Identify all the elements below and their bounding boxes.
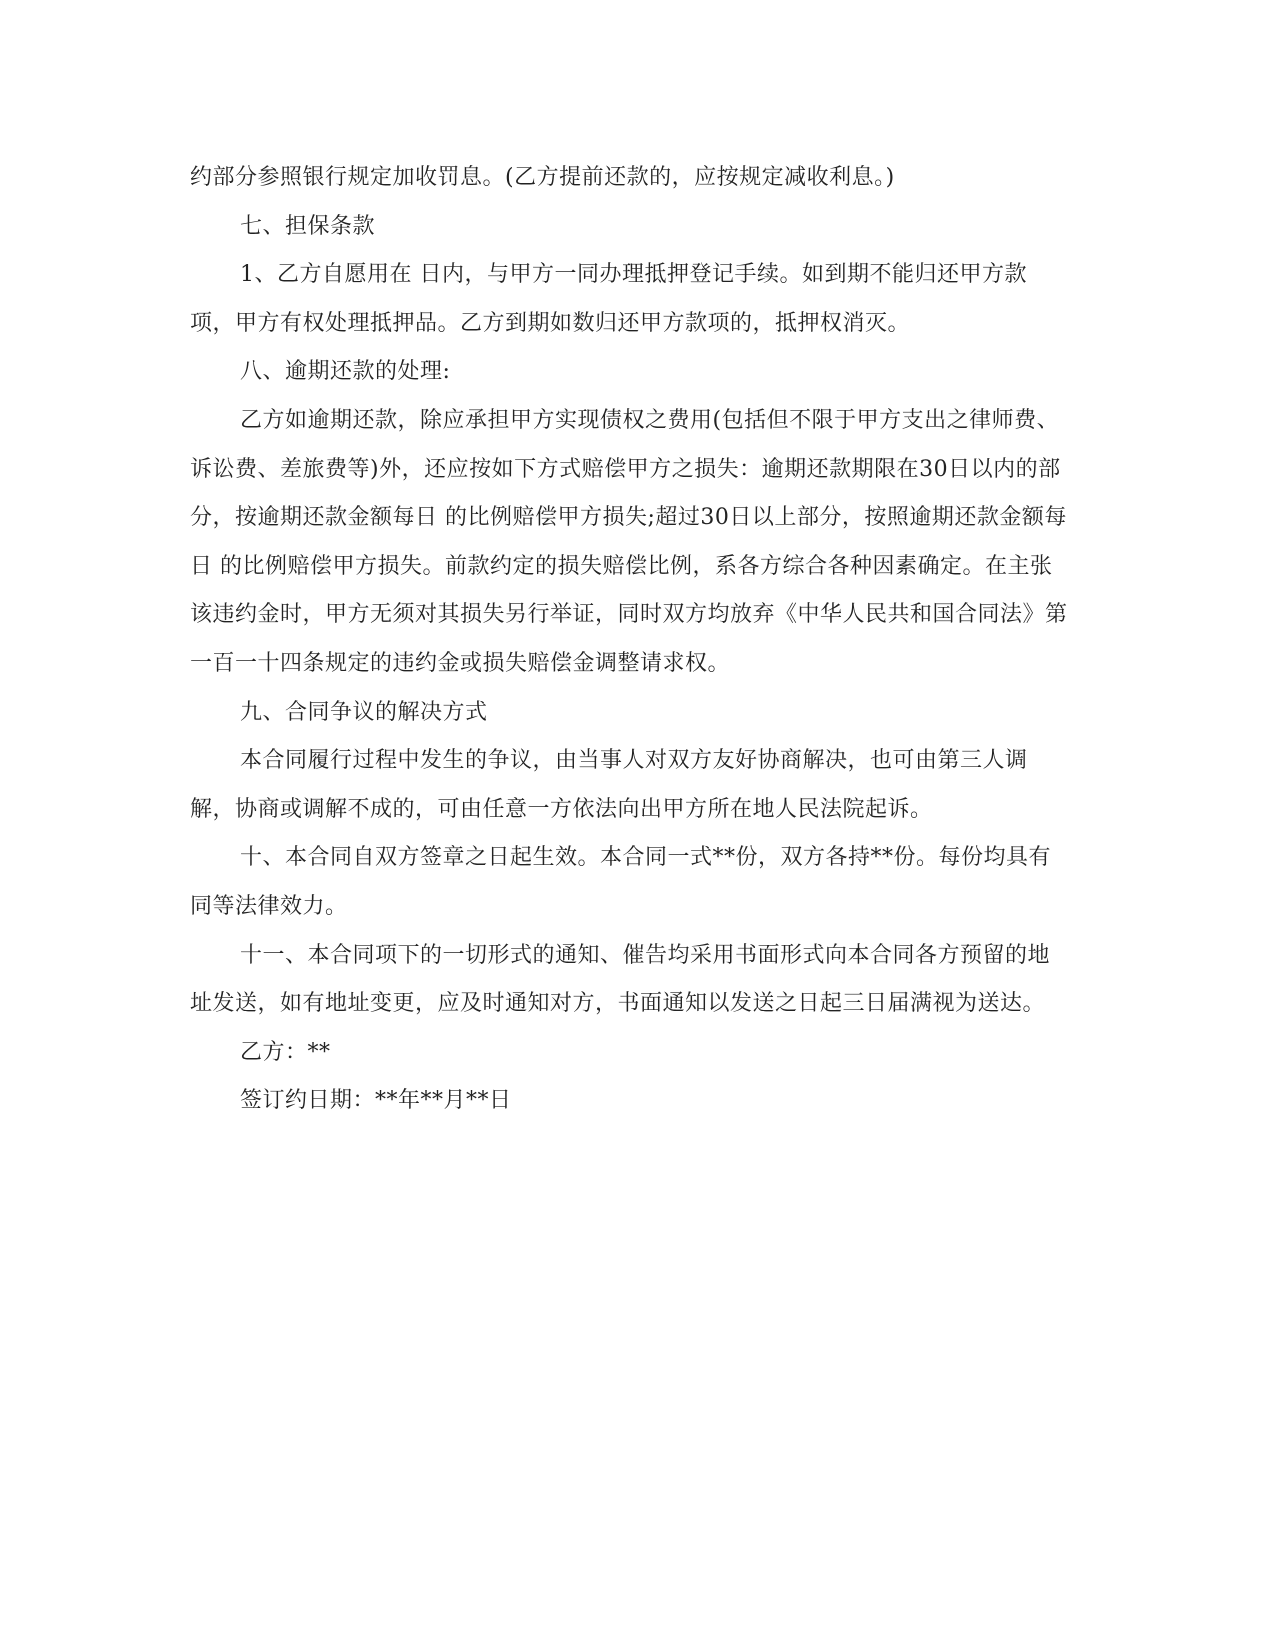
- signature-date: 签订约日期：**年**月**日: [240, 1088, 512, 1114]
- section-heading-guarantee: 七、担保条款: [240, 213, 376, 239]
- signature-party-b: 乙方：**: [240, 1039, 331, 1065]
- paragraph-notice: 十一、本合同项下的一切形式的通知、催告均采用书面形式向本合同各方预留的地址发送，如有地址变更，应及时通知对方，书面通知以发送之日起三日届满视为送达。: [190, 942, 1051, 1017]
- document-body: [190, 154, 1070, 1126]
- section-heading-overdue: 八、逾期还款的处理:: [240, 359, 451, 385]
- paragraph-dispute: 本合同履行过程中发生的争议，由当事人对双方友好协商解决，也可由第三人调解，协商或调解不成的，可由任意一方依法向出甲方所在地人民法院起诉。: [190, 748, 1028, 822]
- paragraph-effective: 十、本合同自双方签章之日起生效。本合同一式**份，双方各持**份。每份均具有同等法律效力。: [190, 845, 1052, 919]
- paragraph-continued-penalty: 约部分参照银行规定加收罚息。(乙方提前还款的，应按规定减收利息。): [190, 165, 895, 190]
- section-heading-dispute: 九、合同争议的解决方式: [240, 699, 488, 725]
- paragraph-guarantee-1: 1、乙方自愿用在 日内，与甲方一同办理抵押登记手续。如到期不能归还甲方款项，甲方有权处理抵押品。乙方到期如数归还甲方款项的，抵押权消灭。: [190, 262, 1027, 336]
- paragraph-overdue: 乙方如逾期还款，除应承担甲方实现债权之费用(包括但不限于甲方支出之律师费、诉讼费、差旅费等)外，还应按如下方式赔偿甲方之损失：逾期还款期限在30日以内的部分，按逾期还款金额每日 的比例赔偿甲方损失;超过30日以上部分，按照逾期还款金额每日 的比例赔偿甲方损失。前款约定的损失赔偿比例，系各方综合各种因素确定。在主张该违约金时，甲方无须对其损失另行举证，同时双方均放弃《中华人民共和国合同法》第一百一十四条规定的违约金或损失赔偿金调整请求权。: [190, 407, 1068, 676]
